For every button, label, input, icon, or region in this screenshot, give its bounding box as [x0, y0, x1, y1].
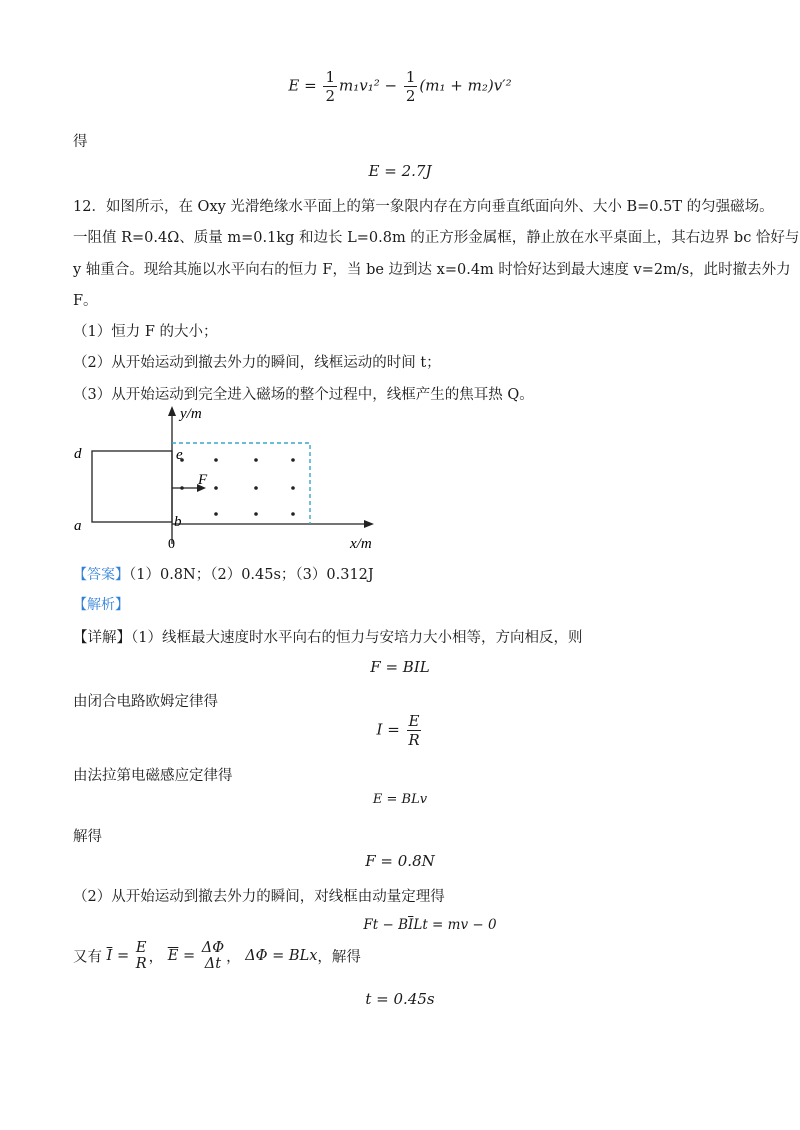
faraday-text: 由法拉第电磁感应定律得: [73, 768, 233, 784]
formula-part: =: [299, 76, 322, 95]
detail-tag: 【详解】: [73, 630, 131, 646]
formula-F-BIL: F = BIL: [370, 658, 430, 676]
y-axis-arrow: [168, 406, 176, 416]
field-dot: [291, 512, 295, 516]
formula-part: $\overline{E}$: [167, 948, 179, 964]
answer-tag: 【答案】: [73, 567, 129, 583]
formula-F-result: F = 0.8N: [365, 852, 435, 870]
formula-part: $\overline{I}$: [408, 917, 414, 933]
numerator: E: [135, 940, 147, 956]
text-de: 得: [73, 134, 88, 150]
numerator: 1: [405, 68, 416, 86]
formula-t-result: t = 0.45s: [365, 990, 435, 1008]
jiede-text: 解得: [73, 829, 102, 845]
physics-figure: [60, 402, 400, 554]
y-axis-label: y/m: [180, 406, 202, 422]
denominator: 2: [405, 87, 416, 105]
detail-line: [73, 626, 582, 647]
q12-line2: 一阻值 R=0.4Ω、质量 m=0.1kg 和边长 L=0.8m 的正方形金属框，静止放在水平桌面上，其右边界 bc 恰好与: [73, 230, 800, 246]
also-line: [73, 940, 361, 972]
x-axis-label: x/m: [350, 536, 372, 552]
label-e: e: [176, 447, 183, 463]
answer-body: （1）0.8N；（2）0.45s；（3）0.312J: [129, 567, 374, 583]
label-F: F: [198, 472, 208, 488]
formula-impulse: [30, 917, 800, 933]
denominator: R: [408, 731, 420, 749]
label-a: a: [74, 518, 82, 534]
denominator: Δt: [204, 956, 222, 972]
q12-line3: y 轴重合。现给其施以水平向右的恒力 F，当 be 边到达 x=0.4m 时恰好达到最大速度 v=2m/s，此时撤去外力: [73, 262, 791, 278]
field-dot: [214, 486, 218, 490]
field-boundary: [172, 443, 310, 524]
comma: ，: [148, 949, 164, 966]
answer-line: [73, 563, 374, 584]
denominator: 2: [325, 87, 335, 105]
label-b: b: [174, 514, 182, 530]
x-axis-arrow: [364, 520, 374, 528]
formula-part: =: [112, 948, 134, 964]
field-dot: [214, 458, 218, 462]
numerator: 1: [325, 68, 335, 86]
label-d: d: [74, 446, 82, 462]
fraction: [136, 940, 147, 972]
formula-part: I =: [376, 720, 405, 739]
fraction: [202, 940, 224, 972]
field-dot: [214, 512, 218, 516]
fraction: [404, 68, 418, 105]
field-dot: [254, 458, 258, 462]
fraction: [407, 712, 422, 749]
field-dot: [254, 512, 258, 516]
field-dot: [291, 458, 295, 462]
sub-question-2: （2）从开始运动到撤去外力的瞬间，线框运动的时间 t；: [73, 355, 441, 371]
formula-part: =: [178, 948, 200, 964]
detail-1: （1）线框最大速度时水平向右的恒力与安培力大小相等，方向相反，则: [131, 630, 583, 646]
result-E: E = 2.7J: [368, 162, 432, 180]
formula-part: −: [379, 76, 402, 95]
formula-part: $\overline{I}$: [106, 948, 113, 964]
comma: ，: [226, 949, 241, 966]
fraction: [323, 68, 337, 105]
sub-question-3: （3）从开始运动到完全进入磁场的整个过程中，线框产生的焦耳热 Q。: [73, 387, 534, 403]
numerator: E: [408, 712, 420, 730]
formula-part: ，解得: [317, 949, 361, 966]
formula-part: E: [288, 76, 300, 95]
q12-line1: 12．如图所示，在 Oxy 光滑绝缘水平面上的第一象限内存在方向垂直纸面向外、大小 B=0.5T 的匀强磁场。: [73, 199, 774, 215]
formula-part: ΔΦ = BLx: [245, 948, 318, 964]
origin-label: 0: [168, 537, 175, 552]
analysis-line: [73, 594, 129, 614]
field-dot: [254, 486, 258, 490]
sub-question-1: （1）恒力 F 的大小；: [73, 324, 218, 340]
ohm-law-text: 由闭合电路欧姆定律得: [73, 694, 218, 710]
formula-E-BLv: E = BLv: [372, 792, 428, 807]
also-text: 又有: [73, 949, 102, 966]
formula-part: (m₁ + m₂)v′²: [419, 76, 512, 95]
metal-frame: [92, 451, 172, 522]
denominator: R: [135, 956, 147, 972]
energy-formula: [0, 68, 800, 105]
formula-part: Lt = mv − 0: [413, 917, 497, 933]
analysis-tag: 【解析】: [73, 597, 129, 613]
formula-part: Ft − B: [363, 917, 409, 933]
formula-I: [0, 712, 800, 749]
formula-part: m₁v₁²: [339, 76, 380, 95]
detail-2: （2）从开始运动到撤去外力的瞬间，对线框由动量定理得: [73, 889, 445, 905]
field-dot: [291, 486, 295, 490]
q12-line4: F。: [73, 293, 98, 309]
numerator: ΔΦ: [201, 940, 225, 956]
